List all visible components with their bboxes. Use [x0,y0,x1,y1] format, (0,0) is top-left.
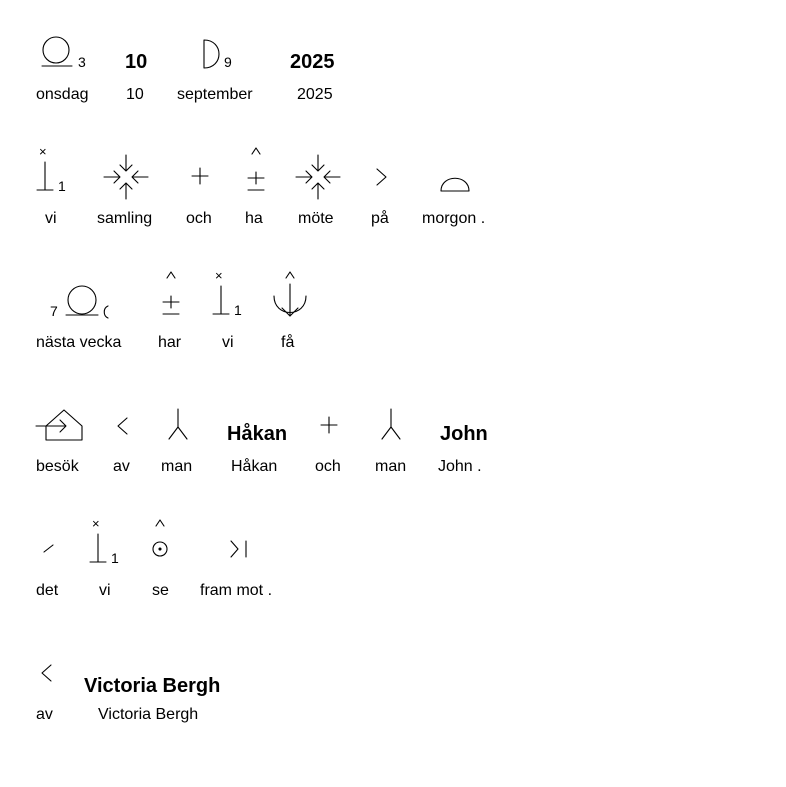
svg-text:3: 3 [78,54,86,70]
word-label: ha [245,210,263,227]
man-symbol-icon [166,408,190,442]
svg-text:9: 9 [224,54,232,70]
word-label: besök [36,458,79,475]
we-symbol-icon [89,516,125,566]
word-label: samling [97,210,153,227]
word-label: vi [45,210,57,227]
author-name: Victoria Bergh [84,675,221,697]
svg-text:×: × [39,144,47,159]
from-symbol-icon [115,416,131,436]
it-symbol-icon [42,542,56,554]
word-label: och [315,458,341,475]
word-label: av [36,706,53,723]
svg-text:7: 7 [50,303,58,319]
word-label: nästa vecka [36,334,122,351]
word-label: se [152,582,169,599]
word-label: september [177,86,253,103]
word-label: 2025 [297,86,333,103]
word-label: vi [99,582,111,599]
see-symbol-icon [150,516,172,560]
month-symbol-icon [202,38,242,72]
word-label: få [281,334,295,351]
svg-text:1: 1 [58,178,66,194]
day-number: 10 [125,51,148,73]
svg-text:1: 1 [234,302,242,318]
from-symbol-icon [39,663,55,683]
gathering-symbol-icon [102,155,150,201]
have-symbol-icon [160,268,182,318]
we-symbol-icon [36,144,72,194]
word-label: onsdag [36,86,89,103]
word-label: har [158,334,182,351]
word-label: vi [222,334,234,351]
next-week-symbol-icon [50,284,114,320]
word-label: på [371,210,389,227]
day-symbol-icon [40,36,94,72]
word-label: Victoria Bergh [98,706,199,723]
word-label: morgon . [422,210,486,227]
word-label: 10 [126,86,144,103]
man-symbol-icon [379,408,403,442]
svg-text:1: 1 [111,550,119,566]
on-symbol-icon [374,167,390,187]
word-label: man [375,458,407,475]
word-label: möte [298,210,334,227]
get-symbol-icon [272,268,308,320]
word-label: fram mot . [200,582,273,599]
we-symbol-icon [212,268,248,318]
word-label: Håkan [231,458,278,475]
have-symbol-icon [245,144,267,194]
word-label: John . [438,458,482,475]
word-label: man [161,458,193,475]
name-john: John [440,423,488,445]
name-hakan: Håkan [227,423,288,445]
svg-text:×: × [215,268,223,283]
gathering-symbol-icon [294,155,342,201]
year-number: 2025 [290,51,335,73]
plus-symbol-icon [191,167,209,185]
word-label: det [36,582,59,599]
svg-text:×: × [92,516,100,531]
morning-symbol-icon [438,174,474,194]
word-label: av [113,458,130,475]
visit-symbol-icon [36,408,86,442]
plus-symbol-icon [320,416,338,434]
word-label: och [186,210,212,227]
forward-symbol-icon [229,539,251,559]
